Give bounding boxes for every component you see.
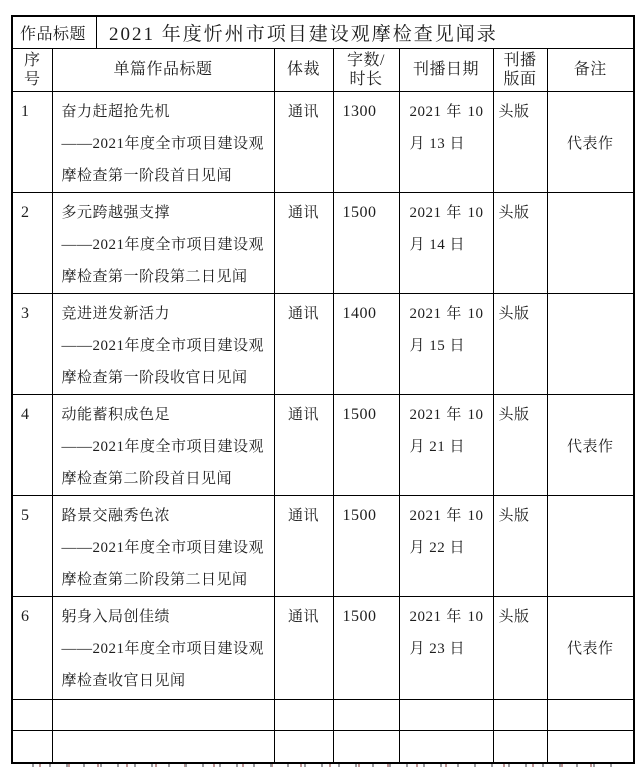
cell-page: 头版 — [493, 192, 547, 293]
empty-cell — [399, 699, 493, 730]
table-row-2 — [13, 192, 633, 293]
empty-cell — [493, 730, 547, 762]
table-row-1 — [13, 91, 633, 192]
work-title-value: 2021 年度忻州市项目建设观摩检查见闻录 — [109, 24, 498, 45]
cell-date: 2021 年 10 月 22 日 — [399, 495, 493, 596]
table-row-5 — [13, 495, 633, 596]
empty-row — [13, 730, 633, 762]
empty-cell — [274, 730, 333, 762]
empty-cell — [333, 730, 399, 762]
cell-remark: 代表作 — [547, 596, 633, 699]
empty-cell — [333, 699, 399, 730]
cell-index: 5 — [13, 495, 52, 596]
cell-page: 头版 — [493, 495, 547, 596]
empty-cell — [493, 699, 547, 730]
empty-row — [13, 699, 633, 730]
cell-remark: 代表作 — [547, 91, 633, 192]
col-header-wordcount: 字数/ 时长 — [333, 49, 399, 91]
cell-index: 2 — [13, 192, 52, 293]
empty-cell — [13, 730, 52, 762]
cell-index: 1 — [13, 91, 52, 192]
cell-genre: 通讯 — [274, 91, 333, 192]
cell-wordcount: 1300 — [333, 91, 399, 192]
col-header-title: 单篇作品标题 — [52, 49, 274, 91]
cell-genre: 通讯 — [274, 394, 333, 495]
work-title-label: 作品标题 — [13, 17, 97, 48]
cell-wordcount: 1500 — [333, 596, 399, 699]
table-row-4 — [13, 394, 633, 495]
cell-index: 3 — [13, 293, 52, 394]
cell-title: 动能蓄积成色足 ——2021年度全市项目建设观 摩检查第二阶段首日见闻 — [52, 394, 274, 495]
cell-wordcount: 1400 — [333, 293, 399, 394]
col-header-index: 序 号 — [13, 49, 52, 91]
col-header-remark: 备注 — [547, 49, 633, 91]
cell-wordcount: 1500 — [333, 394, 399, 495]
empty-cell — [52, 730, 274, 762]
cell-date: 2021 年 10 月 13 日 — [399, 91, 493, 192]
cell-page: 头版 — [493, 91, 547, 192]
cell-date: 2021 年 10 月 21 日 — [399, 394, 493, 495]
table-row-6 — [13, 596, 633, 699]
empty-cell — [52, 699, 274, 730]
empty-cell — [547, 699, 633, 730]
cell-title: 躬身入局创佳绩 ——2021年度全市项目建设观 摩检查收官日见闻 — [52, 596, 274, 699]
col-header-page: 刊播 版面 — [493, 49, 547, 91]
cell-remark — [547, 192, 633, 293]
cell-remark — [547, 495, 633, 596]
header-row — [13, 49, 633, 91]
cell-title: 竞进迸发新活力 ——2021年度全市项目建设观 摩检查第一阶段收官日见闻 — [52, 293, 274, 394]
empty-cell — [547, 730, 633, 762]
cell-genre: 通讯 — [274, 293, 333, 394]
cell-wordcount: 1500 — [333, 192, 399, 293]
cell-page: 头版 — [493, 596, 547, 699]
cell-remark — [547, 293, 633, 394]
col-header-genre: 体裁 — [274, 49, 333, 91]
cell-genre: 通讯 — [274, 192, 333, 293]
cell-genre: 通讯 — [274, 596, 333, 699]
cell-page: 头版 — [493, 394, 547, 495]
cell-title: 多元跨越强支撑 ——2021年度全市项目建设观 摩检查第一阶段第二日见闻 — [52, 192, 274, 293]
works-grid — [13, 49, 633, 762]
cell-remark: 代表作 — [547, 394, 633, 495]
empty-cell — [13, 699, 52, 730]
work-title-row — [13, 17, 633, 49]
cell-date: 2021 年 10 月 15 日 — [399, 293, 493, 394]
cell-page: 头版 — [493, 293, 547, 394]
cell-index: 6 — [13, 596, 52, 699]
cell-date: 2021 年 10 月 14 日 — [399, 192, 493, 293]
works-table — [11, 15, 635, 764]
cell-wordcount: 1500 — [333, 495, 399, 596]
cell-index: 4 — [13, 394, 52, 495]
cell-title: 路景交融秀色浓 ——2021年度全市项目建设观 摩检查第二阶段第二日见闻 — [52, 495, 274, 596]
cell-genre: 通讯 — [274, 495, 333, 596]
empty-cell — [274, 699, 333, 730]
table-row-3 — [13, 293, 633, 394]
col-header-date: 刊播日期 — [399, 49, 493, 91]
cell-title: 奋力赶超抢先机 ——2021年度全市项目建设观 摩检查第一阶段首日见闻 — [52, 91, 274, 192]
empty-cell — [399, 730, 493, 762]
cell-date: 2021 年 10 月 23 日 — [399, 596, 493, 699]
clipped-text-fragment — [32, 764, 618, 767]
